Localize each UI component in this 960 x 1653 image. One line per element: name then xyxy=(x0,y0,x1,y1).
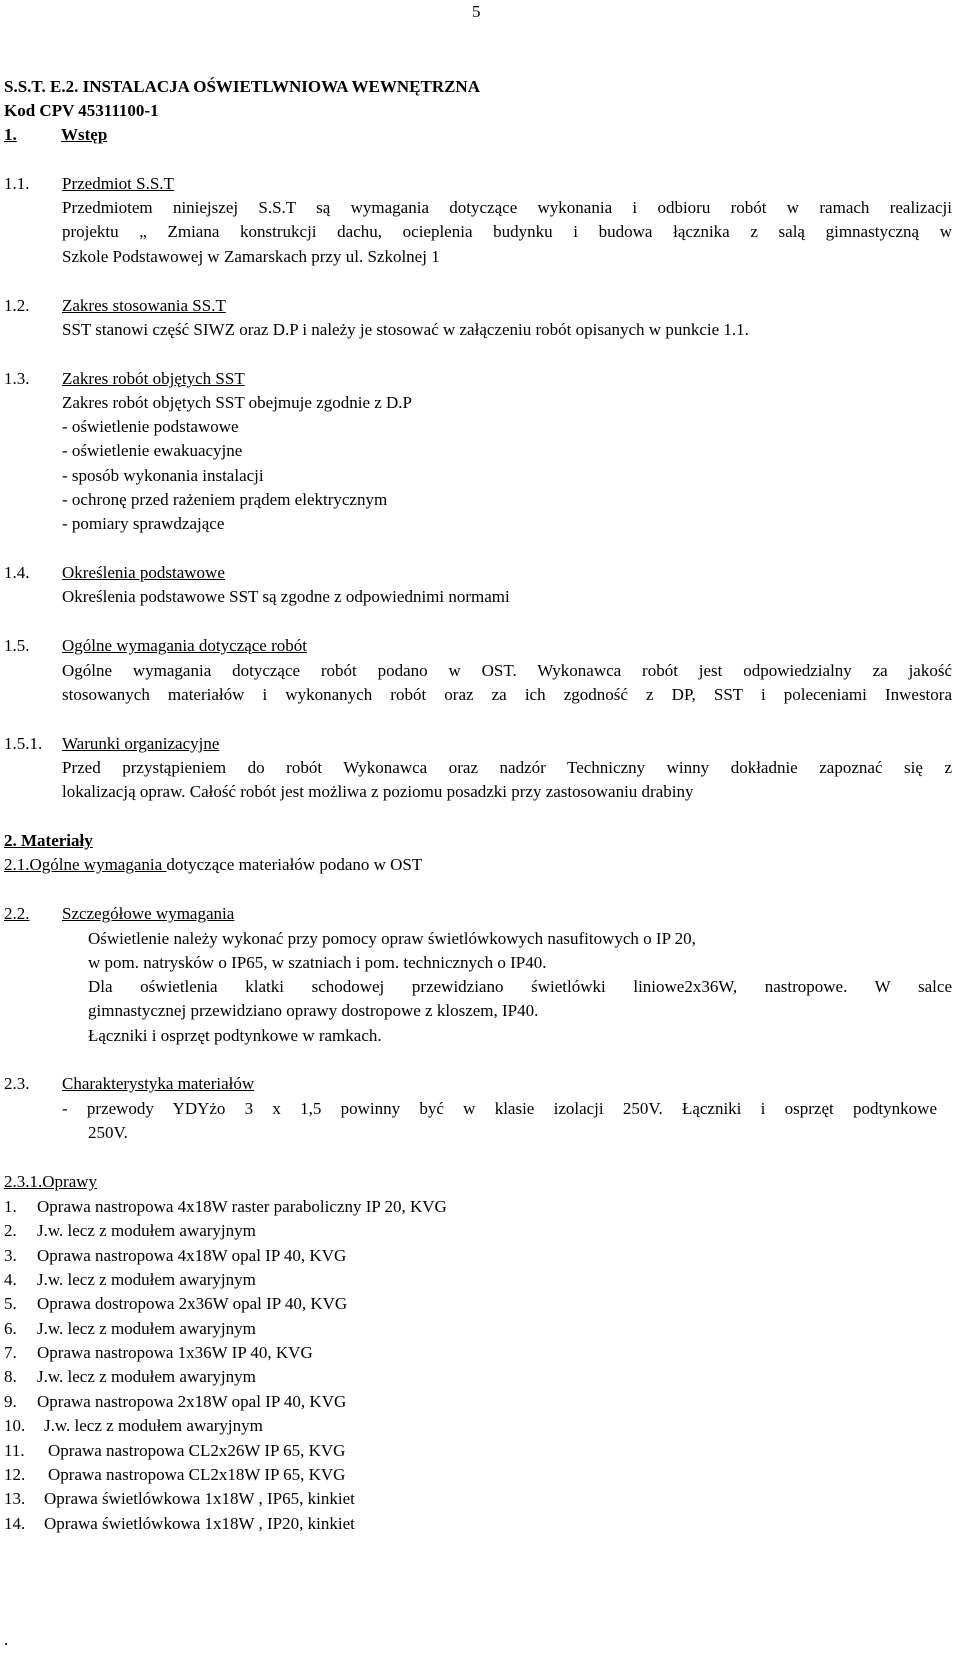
section-2-3-number: 2.3. xyxy=(4,1074,30,1093)
section-2-2-line: Dla oświetlenia klatki schodowej przewidziano świetlówki liniowe2x36W, nastropowe. W salce xyxy=(88,977,952,996)
section-1-3-heading: Zakres robót objętych SST xyxy=(62,369,245,388)
fixture-item-number: 3. xyxy=(4,1246,17,1265)
section-2-2-line: w pom. natrysków o IP65, w szatniach i pom. technicznych o IP40. xyxy=(88,953,547,972)
section-1-2-number: 1.2. xyxy=(4,296,30,315)
section-1-1-line: Szkole Podstawowej w Zamarskach przy ul. Szkolnej 1 xyxy=(62,247,440,266)
fixture-item-text: J.w. lecz z modułem awaryjnym xyxy=(37,1270,256,1289)
section-2-2-number: 2.2. xyxy=(4,904,30,923)
section-1-3-line: - oświetlenie ewakuacyjne xyxy=(62,441,243,460)
section-1-4-text: Określenia podstawowe SST są zgodne z odpowiednimi normami xyxy=(62,587,510,606)
section-2-2-line: Łączniki i osprzęt podtynkowe w ramkach. xyxy=(88,1026,382,1045)
fixture-item-number: 9. xyxy=(4,1392,17,1411)
section-1-2-text: SST stanowi część SIWZ oraz D.P i należy je stosować w załączeniu robót opisanych w punkcie 1.1. xyxy=(62,320,749,339)
section-1-1-number: 1.1. xyxy=(4,174,30,193)
section-1-2-heading: Zakres stosowania SS.T xyxy=(62,296,226,315)
fixture-item-text: J.w. lecz z modułem awaryjnym xyxy=(37,1367,256,1386)
document-title: S.S.T. E.2. INSTALACJA OŚWIETLWNIOWA WEWNĘTRZNA xyxy=(4,77,480,96)
fixture-item-text: Oprawa nastropowa CL2x26W IP 65, KVG xyxy=(48,1441,346,1460)
cpv-code: Kod CPV 45311100-1 xyxy=(4,101,159,120)
section-1-1-heading: Przedmiot S.S.T xyxy=(62,174,174,193)
section-1-5-line: Ogólne wymagania dotyczące robót podano w OST. Wykonawca robót jest odpowiedzialny za jakość xyxy=(62,661,952,680)
section-1-5-number: 1.5. xyxy=(4,636,30,655)
fixture-item-number: 11. xyxy=(4,1441,25,1460)
fixture-item-text: Oprawa nastropowa 2x18W opal IP 40, KVG xyxy=(37,1392,347,1411)
fixture-item-number: 5. xyxy=(4,1294,17,1313)
fixture-item-number: 10. xyxy=(4,1416,26,1435)
section-1-5-1-heading: Warunki organizacyjne xyxy=(62,734,220,753)
section-1-3-line: - pomiary sprawdzające xyxy=(62,514,225,533)
fixture-item-text: J.w. lecz z modułem awaryjnym xyxy=(37,1221,256,1240)
fixture-item-number: 12. xyxy=(4,1465,26,1484)
fixture-item-text: J.w. lecz z modułem awaryjnym xyxy=(44,1416,263,1435)
fixture-item-text: J.w. lecz z modułem awaryjnym xyxy=(37,1319,256,1338)
fixture-item-text: Oprawa świetlówkowa 1x18W , IP20, kinkiet xyxy=(44,1514,355,1533)
fixture-item-number: 7. xyxy=(4,1343,17,1362)
section-1-5-1-number: 1.5.1. xyxy=(4,734,43,753)
fixture-item-number: 2. xyxy=(4,1221,17,1240)
section-1-5-line: stosowanych materiałów i wykonanych robót oraz za ich zgodność z DP, SST i poleceniami Inwestora xyxy=(62,685,952,704)
section-1-1-line: projektu „ Zmiana konstrukcji dachu, ocieplenia budynku i budowa łącznika z salą gimnastyczną w xyxy=(62,222,952,241)
section-2-3-heading: Charakterystyka materiałów xyxy=(62,1074,255,1093)
fixture-item-text: Oprawa świetlówkowa 1x18W , IP65, kinkiet xyxy=(44,1489,355,1508)
section-2-2-heading: Szczegółowe wymagania xyxy=(62,904,235,923)
section-2-1-text: dotyczące materiałów podano w OST xyxy=(166,855,423,874)
section-2-3-line: - przewody YDYżo 3 x 1,5 powinny być w klasie izolacji 250V. Łączniki i osprzęt podtynkowe xyxy=(62,1099,937,1118)
section-1-3-line: - oświetlenie podstawowe xyxy=(62,417,239,436)
fixture-item-number: 8. xyxy=(4,1367,17,1386)
fixture-item-text: Oprawa nastropowa 4x18W opal IP 40, KVG xyxy=(37,1246,347,1265)
page-number: 5 xyxy=(472,2,481,21)
fixture-item-number: 1. xyxy=(4,1197,17,1216)
section-1-3-line: - sposób wykonania instalacji xyxy=(62,466,264,485)
fixture-item-text: Oprawa nastropowa CL2x18W IP 65, KVG xyxy=(48,1465,346,1484)
section-2-1-heading: 2.1.Ogólne wymagania xyxy=(4,855,167,874)
fixture-item-text: Oprawa nastropowa 1x36W IP 40, KVG xyxy=(37,1343,313,1362)
section-1-3-number: 1.3. xyxy=(4,369,30,388)
fixture-item-number: 14. xyxy=(4,1514,26,1533)
section-1-1-line: Przedmiotem niniejszej S.S.T są wymagania dotyczące wykonania i odbioru robót w ramach realizacji xyxy=(62,198,952,217)
section-1-number: 1. xyxy=(4,125,17,144)
fixture-item-number: 13. xyxy=(4,1489,26,1508)
section-2-heading: 2. Materiały xyxy=(4,831,93,850)
section-1-4-heading: Określenia podstawowe xyxy=(62,563,225,582)
section-1-3-line: Zakres robót objętych SST obejmuje zgodnie z D.P xyxy=(62,393,413,412)
section-1-5-1-line: Przed przystąpieniem do robót Wykonawca oraz nadzór Techniczny winny dokładnie zapoznać się z xyxy=(62,758,952,777)
fixture-item-number: 4. xyxy=(4,1270,17,1289)
section-2-3-line: 250V. xyxy=(88,1123,128,1142)
section-2-3-1-heading: 2.3.1.Oprawy xyxy=(4,1172,98,1191)
section-2-1-line xyxy=(4,855,422,875)
footer-mark: . xyxy=(4,1630,9,1649)
section-2-2-line: gimnastycznej przewidziano oprawy dostropowe z kloszem, IP40. xyxy=(88,1001,539,1020)
section-1-heading: Wstęp xyxy=(61,125,108,144)
fixture-item-number: 6. xyxy=(4,1319,17,1338)
section-1-3-line: - ochronę przed rażeniem prądem elektrycznym xyxy=(62,490,388,509)
section-1-5-heading: Ogólne wymagania dotyczące robót xyxy=(62,636,307,655)
section-1-5-1-line: lokalizacją opraw. Całość robót jest możliwa z poziomu posadzki przy zastosowaniu drabiny xyxy=(62,782,694,801)
section-2-2-line: Oświetlenie należy wykonać przy pomocy opraw świetlówkowych nasufitowych o IP 20, xyxy=(88,929,696,948)
fixture-item-text: Oprawa dostropowa 2x36W opal IP 40, KVG xyxy=(37,1294,348,1313)
fixture-item-text: Oprawa nastropowa 4x18W raster paraboliczny IP 20, KVG xyxy=(37,1197,447,1216)
section-1-4-number: 1.4. xyxy=(4,563,30,582)
